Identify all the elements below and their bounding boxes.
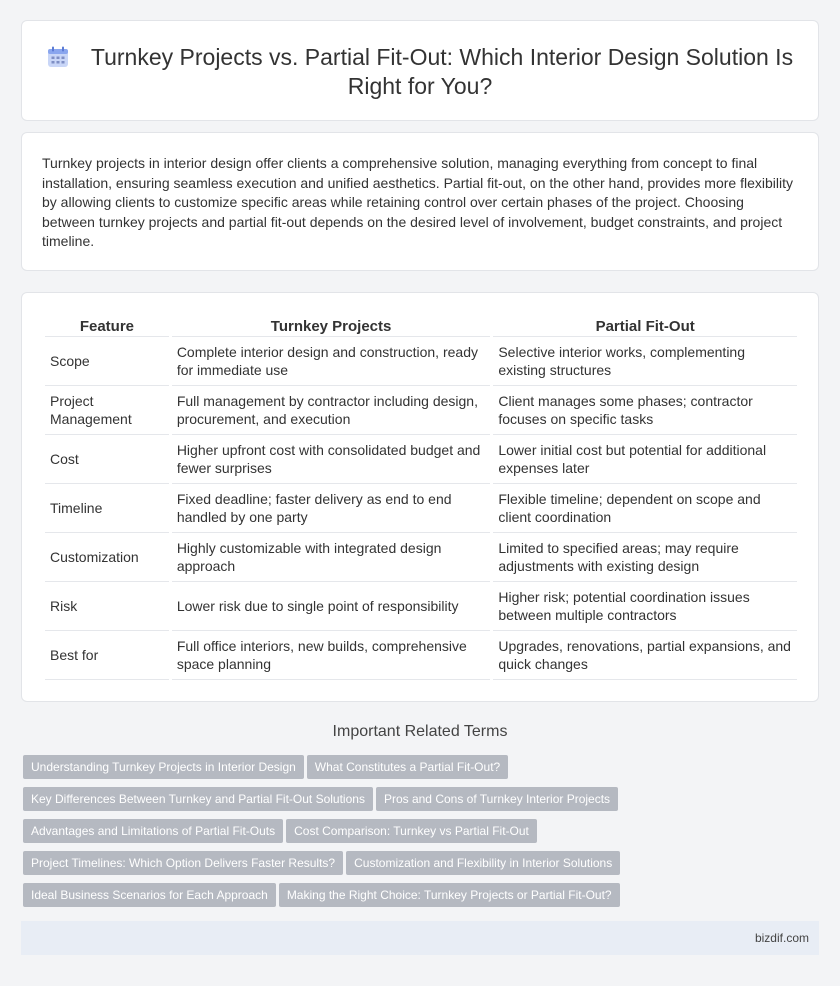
feature-cell: Timeline (45, 484, 169, 533)
page-title (22, 43, 818, 101)
related-term-link[interactable]: Customization and Flexibility in Interior Solutions (346, 851, 620, 875)
feature-cell: Project Management (45, 386, 169, 435)
footer (21, 921, 819, 955)
table-row (45, 484, 797, 533)
partial-cell: Client manages some phases; contractor focuses on specific tasks (493, 386, 797, 435)
partial-cell: Flexible timeline; dependent on scope and client coordination (493, 484, 797, 533)
page-title-text: Turnkey Projects vs. Partial Fit-Out: Which Interior Design Solution Is Right for You? (90, 44, 794, 99)
related-term-link[interactable]: What Constitutes a Partial Fit-Out? (307, 755, 508, 779)
footer-site-link[interactable]: bizdif.com (754, 931, 809, 945)
partial-cell: Limited to specified areas; may require adjustments with existing design (493, 533, 797, 582)
related-term-link[interactable]: Project Timelines: Which Option Delivers Faster Results? (23, 851, 343, 875)
related-term-link[interactable]: Advantages and Limitations of Partial Fit-Outs (23, 819, 283, 843)
calendar-icon (47, 46, 69, 68)
related-terms-list (23, 755, 823, 915)
related-terms-heading: Important Related Terms (332, 723, 508, 740)
turnkey-cell: Full management by contractor including design, procurement, and execution (172, 386, 491, 435)
table-row (45, 582, 797, 631)
feature-cell: Scope (45, 337, 169, 386)
intro-card (21, 132, 819, 271)
feature-cell: Cost (45, 435, 169, 484)
related-term-link[interactable]: Key Differences Between Turnkey and Partial Fit-Out Solutions (23, 787, 373, 811)
table-header-row (45, 317, 797, 337)
title-card (21, 20, 819, 121)
header-feature: Feature (45, 317, 169, 337)
comparison-table (42, 317, 800, 680)
turnkey-cell: Complete interior design and construction, ready for immediate use (172, 337, 491, 386)
related-term-link[interactable]: Making the Right Choice: Turnkey Projects or Partial Fit-Out? (279, 883, 620, 907)
turnkey-cell: Full office interiors, new builds, comprehensive space planning (172, 631, 491, 680)
turnkey-cell: Lower risk due to single point of responsibility (172, 582, 491, 631)
turnkey-cell: Fixed deadline; faster delivery as end to end handled by one party (172, 484, 491, 533)
table-row (45, 337, 797, 386)
feature-cell: Best for (45, 631, 169, 680)
partial-cell: Lower initial cost but potential for additional expenses later (493, 435, 797, 484)
partial-cell: Higher risk; potential coordination issues between multiple contractors (493, 582, 797, 631)
feature-cell: Customization (45, 533, 169, 582)
related-term-link[interactable]: Ideal Business Scenarios for Each Approach (23, 883, 276, 907)
table-row (45, 435, 797, 484)
related-term-link[interactable]: Pros and Cons of Turnkey Interior Projects (376, 787, 618, 811)
table-row (45, 533, 797, 582)
related-term-link[interactable]: Cost Comparison: Turnkey vs Partial Fit-Out (286, 819, 537, 843)
partial-cell: Upgrades, renovations, partial expansions, and quick changes (493, 631, 797, 680)
partial-cell: Selective interior works, complementing existing structures (493, 337, 797, 386)
table-row (45, 386, 797, 435)
intro-paragraph: Turnkey projects in interior design offer clients a comprehensive solution, managing everything from concept to final installation, ensuring seamless execution and unified aesthetics. Partial fit-out, on the other hand, provides more flexibility by allowing clients to customize specific areas while retaining control over certain phases of the project. Choosing between turnkey projects and partial fit-out depends on the desired level of involvement, budget constraints, and project timeline. (42, 155, 793, 250)
turnkey-cell: Higher upfront cost with consolidated budget and fewer surprises (172, 435, 491, 484)
related-term-link[interactable]: Understanding Turnkey Projects in Interior Design (23, 755, 304, 779)
comparison-card (21, 292, 819, 702)
header-turnkey: Turnkey Projects (172, 317, 491, 337)
turnkey-cell: Highly customizable with integrated design approach (172, 533, 491, 582)
table-row (45, 631, 797, 680)
header-partial: Partial Fit-Out (493, 317, 797, 337)
feature-cell: Risk (45, 582, 169, 631)
